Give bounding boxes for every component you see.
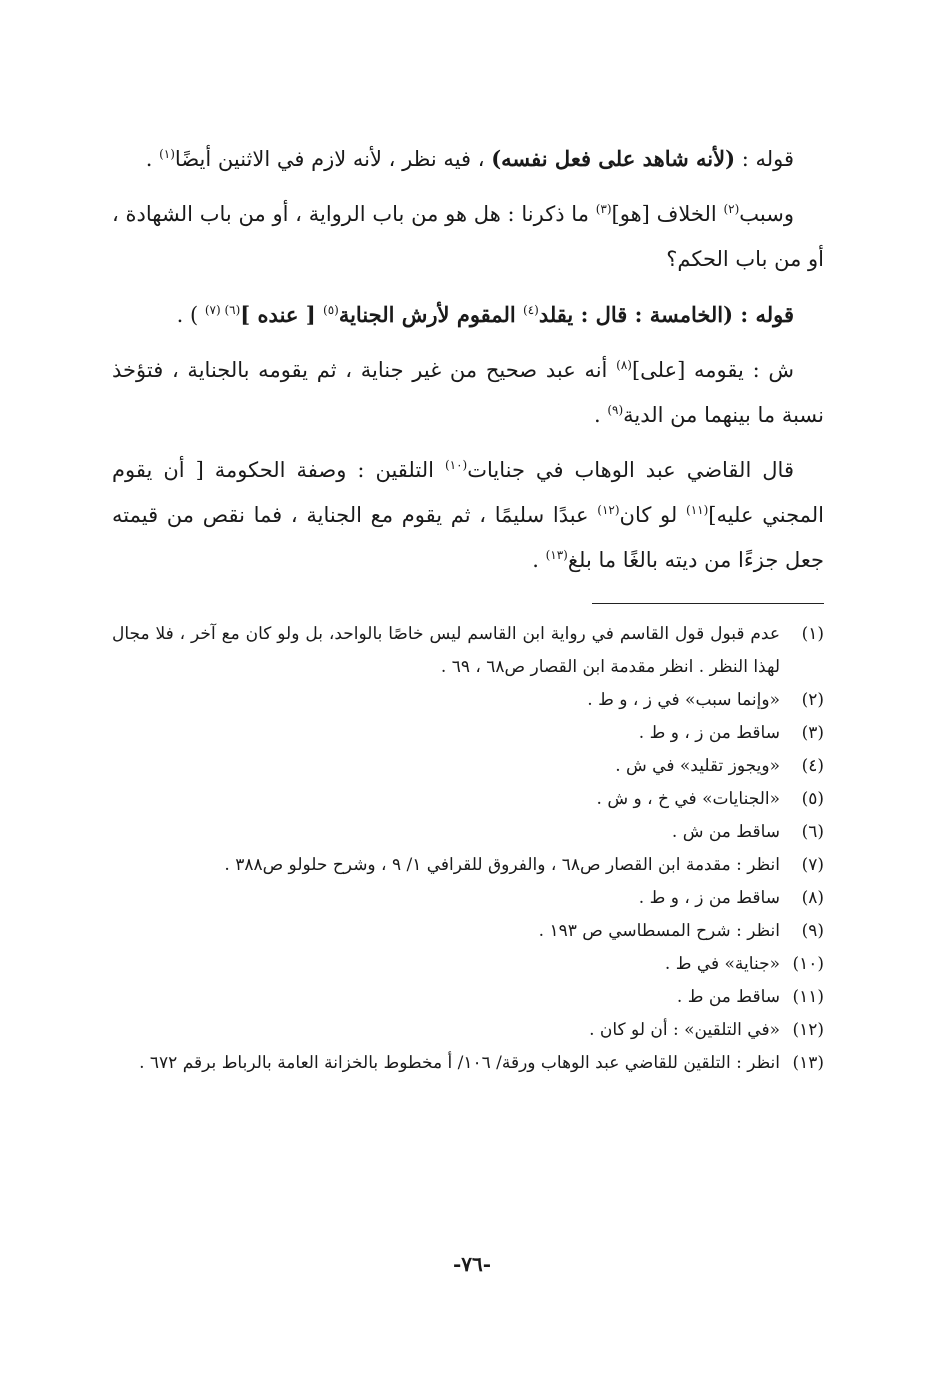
footnote-number: (١١) [792, 987, 824, 1007]
footnote-item [112, 750, 824, 783]
footnote-item [112, 882, 824, 915]
footnote-text: ساقط من ش . [671, 822, 780, 842]
footnote-number: (٤) [801, 756, 824, 776]
p3-c: [ عنده ] [240, 302, 323, 327]
footnote-ref-6[interactable]: (٦) [224, 303, 241, 317]
footnote-number: (١٣) [792, 1053, 824, 1073]
footnote-item [112, 783, 824, 816]
p1-lead: قوله : [735, 147, 794, 171]
footnote-divider [592, 603, 824, 604]
p2-b: الخلاف [هو] [611, 202, 724, 226]
footnote-text: «جناية» في ط . [664, 954, 780, 974]
footnote-text: عدم قبول قول القاسم في رواية ابن القاسم ليس خاصًا بالواحد، بل ولو كان مع آخر ، فلا مجال لهذا النظر . انظر مقدمة ابن القصار ص٦٨ ، ٦٩ . [112, 624, 780, 677]
p3-b: المقوم لأرش الجناية [338, 302, 523, 327]
footnote-ref-2[interactable]: (٢) [723, 202, 740, 216]
footnote-text: ساقط من ز ، و ط . [638, 723, 780, 743]
footnote-ref-10[interactable]: (١٠) [444, 458, 468, 472]
footnote-text: انظر : شرح المسطاسي ص ١٩٣ . [538, 921, 780, 941]
page-number: -٧٦- [452, 1252, 492, 1276]
footnote-number: (١٢) [792, 1020, 824, 1040]
footnote-text: «وإنما سبب» في ز ، و ط . [587, 690, 780, 710]
footnote-number: (٣) [801, 723, 824, 743]
footnote-number: (١٠) [792, 954, 824, 974]
p3-a: (الخامسة : قال : يقلد [538, 302, 734, 327]
footnotes [112, 618, 824, 1080]
footnote-ref-8[interactable]: (٨) [616, 358, 632, 372]
footnote-ref-12[interactable]: (١٢) [597, 503, 620, 517]
p5-e: . [532, 548, 546, 572]
footnote-text: ساقط من ز ، و ط . [638, 888, 780, 908]
p1-rest: ، فيه نظر ، لأنه لازم في الاثنين أيضًا [174, 147, 492, 171]
footnote-ref-1[interactable]: (١) [159, 147, 175, 161]
footnote-ref-11[interactable]: (١١) [686, 503, 709, 517]
footnote-number: (٦) [801, 822, 824, 842]
footnote-text: «الجنايات» في خ ، و ش . [596, 789, 780, 809]
p3-lead: قوله : [733, 302, 794, 327]
footnote-ref-4[interactable]: (٤) [523, 303, 539, 317]
footnote-number: (٥) [801, 789, 824, 809]
footnote-number: (٩) [801, 921, 824, 941]
p3-d: ) . [176, 303, 205, 327]
p5-c: لو كان [619, 503, 686, 527]
footnote-item [112, 915, 824, 948]
footnote-number: (٧) [801, 855, 824, 875]
p5-d: عبدًا سليمًا ، ثم يقوم مع الجناية ، فما نقص من قيمته جعل جزءًا من ديته بالغًا ما بلغ [112, 503, 824, 572]
footnote-item [112, 618, 824, 684]
footnote-item [112, 816, 824, 849]
footnote-item [112, 1014, 824, 1047]
footnote-text: انظر : مقدمة ابن القصار ص٦٨ ، والفروق للقرافي ١/ ٩ ، وشرح حلولو ص٣٨٨ . [224, 855, 780, 875]
page-content [112, 136, 824, 1080]
footnote-ref-7[interactable]: (٧) [204, 303, 225, 317]
footnote-item [112, 684, 824, 717]
p5-a: قال القاضي عبد الوهاب في جنايات [467, 458, 794, 482]
footnote-text: «ويجوز تقليد» في ش . [615, 756, 780, 776]
footnote-item [112, 948, 824, 981]
paragraph-2 [112, 192, 824, 282]
footnote-text: ساقط من ط . [676, 987, 780, 1007]
p4-b: أنه عبد صحيح من غير جناية ، ثم يقومه بالجناية ، فتؤخذ نسبة ما بينهما من الدية [112, 358, 824, 427]
footnote-text: «في التلقين» : أن لو كان . [589, 1020, 780, 1040]
footnote-number: (١) [801, 624, 824, 644]
footnote-ref-9[interactable]: (٩) [607, 403, 624, 417]
paragraph-3 [112, 292, 824, 338]
footnote-ref-3[interactable]: (٣) [595, 202, 612, 216]
p1-end: . [145, 147, 160, 171]
footnote-item [112, 1047, 824, 1080]
footnote-ref-5[interactable]: (٥) [323, 303, 339, 317]
footnote-text: انظر : التلقين للقاضي عبد الوهاب ورقة/ ١٠٦/ أ مخطوط بالخزانة العامة بالرباط برقم ٦٧٢ . [139, 1053, 780, 1073]
paragraph-4 [112, 348, 824, 438]
p4-c: . [593, 403, 608, 427]
footnote-item [112, 849, 824, 882]
p5-b: التلقين : وصفة الحكومة [ أن يقوم المجني عليه] [112, 458, 824, 527]
paragraph-5 [112, 448, 824, 583]
p4-a: ش : يقومه [على] [631, 358, 795, 382]
p2-a: وسبب [739, 202, 794, 226]
paragraph-1 [112, 136, 824, 182]
p1-quote: (لأنه شاهد على فعل نفسه) [491, 146, 736, 171]
footnote-number: (٨) [801, 888, 824, 908]
footnote-ref-13[interactable]: (١٣) [545, 548, 568, 562]
footnote-item [112, 717, 824, 750]
p2-c: ما ذكرنا : هل هو من باب الرواية ، أو من باب الشهادة ، أو من باب الحكم؟ [112, 202, 824, 271]
footnote-number: (٢) [801, 690, 824, 710]
footnote-item [112, 981, 824, 1014]
